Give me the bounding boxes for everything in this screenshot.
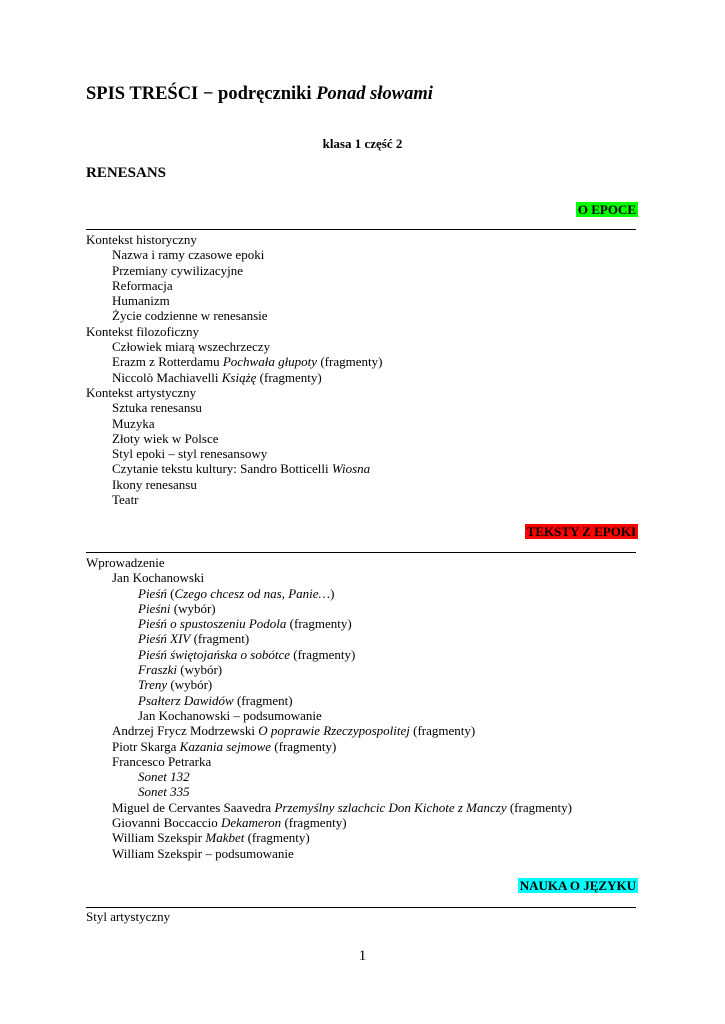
toc-entry: Sztuka renesansu — [112, 400, 202, 416]
toc-entry: Kontekst historyczny — [86, 232, 197, 247]
toc-entry: Życie codzienne w renesansie — [112, 308, 268, 324]
toc-entry: Pieśń świętojańska o sobótce (fragmenty) — [138, 646, 356, 662]
toc-entry: Jan Kochanowski — [112, 570, 205, 586]
toc-entry: Psałterz Dawidów (fragment) — [138, 692, 293, 708]
toc-entry: Sonet 335 — [138, 784, 190, 800]
toc-entry: Wprowadzenie — [86, 555, 165, 570]
toc-entry: Treny (wybór) — [138, 677, 213, 693]
toc-entry: Humanizm — [112, 293, 170, 309]
toc-entry: Sonet 132 — [138, 769, 190, 785]
toc-entry: Kontekst artystyczny — [86, 384, 197, 400]
toc-entry: Styl epoki – styl renesansowy — [112, 446, 268, 462]
badge-o-epoce: O EPOCE — [577, 202, 636, 217]
title-series-name: Ponad słowami — [316, 84, 433, 104]
toc-entry: Niccolò Machiavelli Książę (fragmenty) — [112, 369, 322, 385]
toc-entry: William Szekspir – podsumowanie — [112, 845, 294, 861]
toc-list-o-epoce — [86, 232, 382, 507]
toc-entry: Styl artystyczny — [86, 909, 171, 924]
toc-entry: Człowiek miarą wszechrzeczy — [112, 339, 271, 355]
divider-teksty-z-epoki — [86, 552, 636, 553]
toc-entry: Pieśń (Czego chcesz od nas, Panie…) — [138, 585, 335, 601]
divider-o-epoce — [86, 229, 636, 230]
title-plain: SPIS TREŚCI − podręczniki — [86, 84, 317, 104]
toc-entry: Giovanni Boccaccio Dekameron (fragmenty) — [112, 815, 347, 831]
toc-list-nauka-o-jezyku — [86, 909, 170, 924]
section-heading: RENESANS — [86, 165, 167, 181]
toc-entry: Kontekst filozoficzny — [86, 323, 199, 339]
toc-entry: Andrzej Frycz Modrzewski O poprawie Rzeczypospolitej (fragmenty) — [112, 723, 476, 739]
toc-entry: Jan Kochanowski – podsumowanie — [138, 707, 322, 723]
toc-entry: Erazm z Rotterdamu Pochwała głupoty (fragmenty) — [112, 354, 383, 370]
toc-entry: Ikony renesansu — [112, 476, 197, 492]
toc-entry: Pieśń XIV (fragment) — [138, 631, 250, 647]
divider-nauka-o-jezyku — [86, 907, 636, 908]
toc-entry: Miguel de Cervantes Saavedra Przemyślny szlachcic Don Kichote z Manczy (fragmenty) — [112, 799, 572, 815]
badge-nauka-o-jezyku: NAUKA O JĘZYKU — [519, 878, 636, 893]
toc-entry: Fraszki (wybór) — [138, 662, 223, 678]
toc-entry: Pieśni (wybór) — [138, 600, 216, 616]
toc-entry: Przemiany cywilizacyjne — [112, 262, 244, 278]
toc-entry: Teatr — [112, 492, 139, 508]
toc-entry: Czytanie tekstu kultury: Sandro Botticelli Wiosna — [112, 461, 371, 477]
toc-entry: Piotr Skarga Kazania sejmowe (fragmenty) — [112, 738, 337, 754]
toc-entry: Francesco Petrarka — [112, 753, 212, 769]
toc-entry: William Szekspir Makbet (fragmenty) — [112, 830, 310, 846]
document-title — [86, 84, 433, 105]
toc-entry: Pieśń o spustoszeniu Podola (fragmenty) — [138, 616, 352, 632]
class-subtitle: klasa 1 część 2 — [322, 136, 403, 151]
toc-entry: Złoty wiek w Polsce — [112, 430, 219, 446]
badge-teksty-z-epoki: TEKSTY Z EPOKI — [526, 524, 636, 539]
page-number: 1 — [358, 948, 367, 964]
toc-entry: Muzyka — [112, 415, 155, 431]
toc-list-teksty-z-epoki — [86, 555, 572, 861]
toc-entry: Reformacja — [112, 277, 173, 293]
toc-entry: Nazwa i ramy czasowe epoki — [112, 247, 265, 263]
